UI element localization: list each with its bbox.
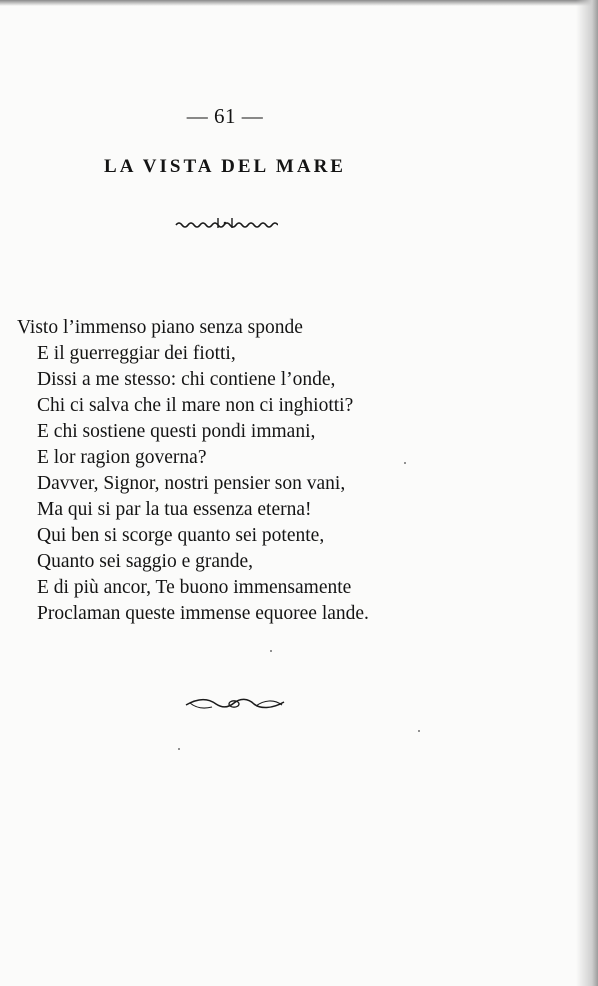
poem-line: E il guerreggiar dei fiotti, bbox=[37, 343, 236, 364]
poem-line: Quanto sei saggio e grande, bbox=[37, 551, 254, 572]
paper-speck bbox=[418, 730, 420, 732]
paper-speck bbox=[404, 462, 406, 464]
paper-speck bbox=[270, 650, 272, 652]
poem-line: Dissi a me stesso: chi contiene l’onde, bbox=[37, 369, 336, 390]
poem-line: Davver, Signor, nostri pensier son vani, bbox=[37, 473, 346, 494]
poem-line: Visto l’immenso piano senza sponde bbox=[17, 317, 303, 338]
poem-line: Proclaman queste immense equoree lande. bbox=[37, 603, 369, 624]
scroll-flourish-ornament-icon bbox=[184, 694, 286, 714]
poem-line: E lor ragion governa? bbox=[37, 447, 207, 468]
poem-line: E di più ancor, Te buono immensamente bbox=[37, 577, 352, 598]
poem-line: E chi sostiene questi pondi immani, bbox=[37, 421, 316, 442]
poem-line: Qui ben si scorge quanto sei potente, bbox=[37, 525, 325, 546]
page-right-edge-shadow bbox=[576, 0, 598, 986]
page-top-edge-shadow bbox=[0, 0, 598, 6]
poem-title: LA VISTA DEL MARE bbox=[104, 156, 346, 177]
paper-speck bbox=[178, 748, 180, 750]
page-number: — 61 — bbox=[186, 104, 264, 128]
poem-line: Chi ci salva che il mare non ci inghiotti? bbox=[37, 395, 354, 416]
wavy-rule-ornament-icon bbox=[174, 214, 278, 232]
poem-line: Ma qui si par la tua essenza eterna! bbox=[37, 499, 312, 520]
